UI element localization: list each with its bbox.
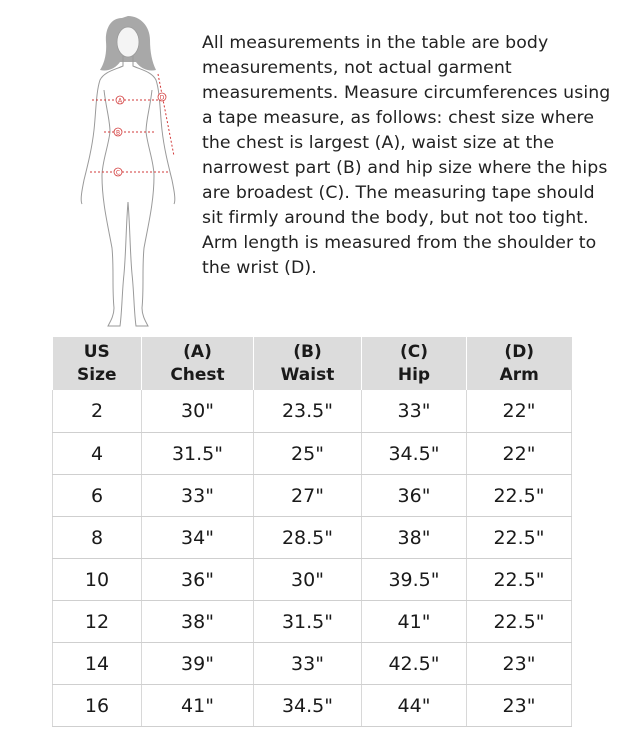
cell-arm: 22.5" bbox=[467, 517, 572, 559]
measurement-instructions: All measurements in the table are body measurements, not actual garment measurements. Measure circumferences using a tape measure, as follows: chest size where the chest is largest (A), waist size at the narrowest part (B) and hip size where the hips are broadest (C). The measuring tape should sit firmly around the body, but not too tight. Arm length is measured from the shoulder to the wrist (D). bbox=[202, 33, 611, 278]
cell-chest: 41" bbox=[142, 685, 254, 727]
header-waist bbox=[254, 337, 362, 390]
cell-size: 2 bbox=[53, 390, 142, 433]
cell-size: 10 bbox=[53, 559, 142, 601]
marker-b: B bbox=[115, 129, 121, 137]
cell-waist: 23.5" bbox=[254, 390, 362, 433]
cell-hip: 38" bbox=[362, 517, 467, 559]
table-row bbox=[53, 517, 572, 559]
header-line: US bbox=[83, 341, 110, 362]
cell-waist: 30" bbox=[254, 559, 362, 601]
size-chart-table bbox=[52, 337, 572, 727]
cell-arm: 22.5" bbox=[467, 559, 572, 601]
table-row bbox=[53, 685, 572, 727]
cell-arm: 22" bbox=[467, 433, 572, 475]
cell-hip: 36" bbox=[362, 475, 467, 517]
table-row bbox=[53, 390, 572, 433]
table-header-row bbox=[53, 337, 572, 390]
cell-size: 12 bbox=[53, 601, 142, 643]
header-line: Arm bbox=[499, 364, 539, 385]
header-arm bbox=[467, 337, 572, 390]
table-row bbox=[53, 433, 572, 475]
header-us-size bbox=[53, 337, 142, 390]
cell-hip: 34.5" bbox=[362, 433, 467, 475]
header-line: (C) bbox=[399, 341, 428, 362]
header-line: Waist bbox=[280, 364, 335, 385]
cell-hip: 33" bbox=[362, 390, 467, 433]
marker-c: C bbox=[115, 169, 121, 177]
cell-arm: 22.5" bbox=[467, 601, 572, 643]
cell-chest: 34" bbox=[142, 517, 254, 559]
tape-chest bbox=[92, 96, 164, 105]
header-line: (B) bbox=[293, 341, 322, 362]
cell-waist: 28.5" bbox=[254, 517, 362, 559]
cell-hip: 44" bbox=[362, 685, 467, 727]
cell-waist: 25" bbox=[254, 433, 362, 475]
cell-hip: 39.5" bbox=[362, 559, 467, 601]
body-measurement-figure bbox=[74, 12, 184, 332]
cell-waist: 33" bbox=[254, 643, 362, 685]
cell-chest: 38" bbox=[142, 601, 254, 643]
header-line: Size bbox=[77, 364, 117, 385]
cell-chest: 30" bbox=[142, 390, 254, 433]
header-hip bbox=[362, 337, 467, 390]
cell-arm: 23" bbox=[467, 685, 572, 727]
cell-chest: 39" bbox=[142, 643, 254, 685]
cell-chest: 36" bbox=[142, 559, 254, 601]
cell-chest: 31.5" bbox=[142, 433, 254, 475]
cell-waist: 27" bbox=[254, 475, 362, 517]
cell-arm: 22.5" bbox=[467, 475, 572, 517]
header-chest bbox=[142, 337, 254, 390]
cell-waist: 31.5" bbox=[254, 601, 362, 643]
face-shape bbox=[117, 27, 139, 57]
cell-arm: 22" bbox=[467, 390, 572, 433]
header-line: (A) bbox=[183, 341, 212, 362]
cell-size: 4 bbox=[53, 433, 142, 475]
cell-size: 6 bbox=[53, 475, 142, 517]
cell-size: 16 bbox=[53, 685, 142, 727]
marker-a: A bbox=[117, 97, 123, 105]
table-row bbox=[53, 559, 572, 601]
cell-size: 14 bbox=[53, 643, 142, 685]
table-row bbox=[53, 601, 572, 643]
cell-hip: 41" bbox=[362, 601, 467, 643]
table-row bbox=[53, 475, 572, 517]
cell-hip: 42.5" bbox=[362, 643, 467, 685]
table-row bbox=[53, 643, 572, 685]
header-line: Chest bbox=[170, 364, 225, 385]
header-line: (D) bbox=[504, 341, 535, 362]
cell-size: 8 bbox=[53, 517, 142, 559]
cell-chest: 33" bbox=[142, 475, 254, 517]
cell-waist: 34.5" bbox=[254, 685, 362, 727]
header-line: Hip bbox=[397, 364, 431, 385]
marker-d: D bbox=[159, 94, 165, 102]
cell-arm: 23" bbox=[467, 643, 572, 685]
